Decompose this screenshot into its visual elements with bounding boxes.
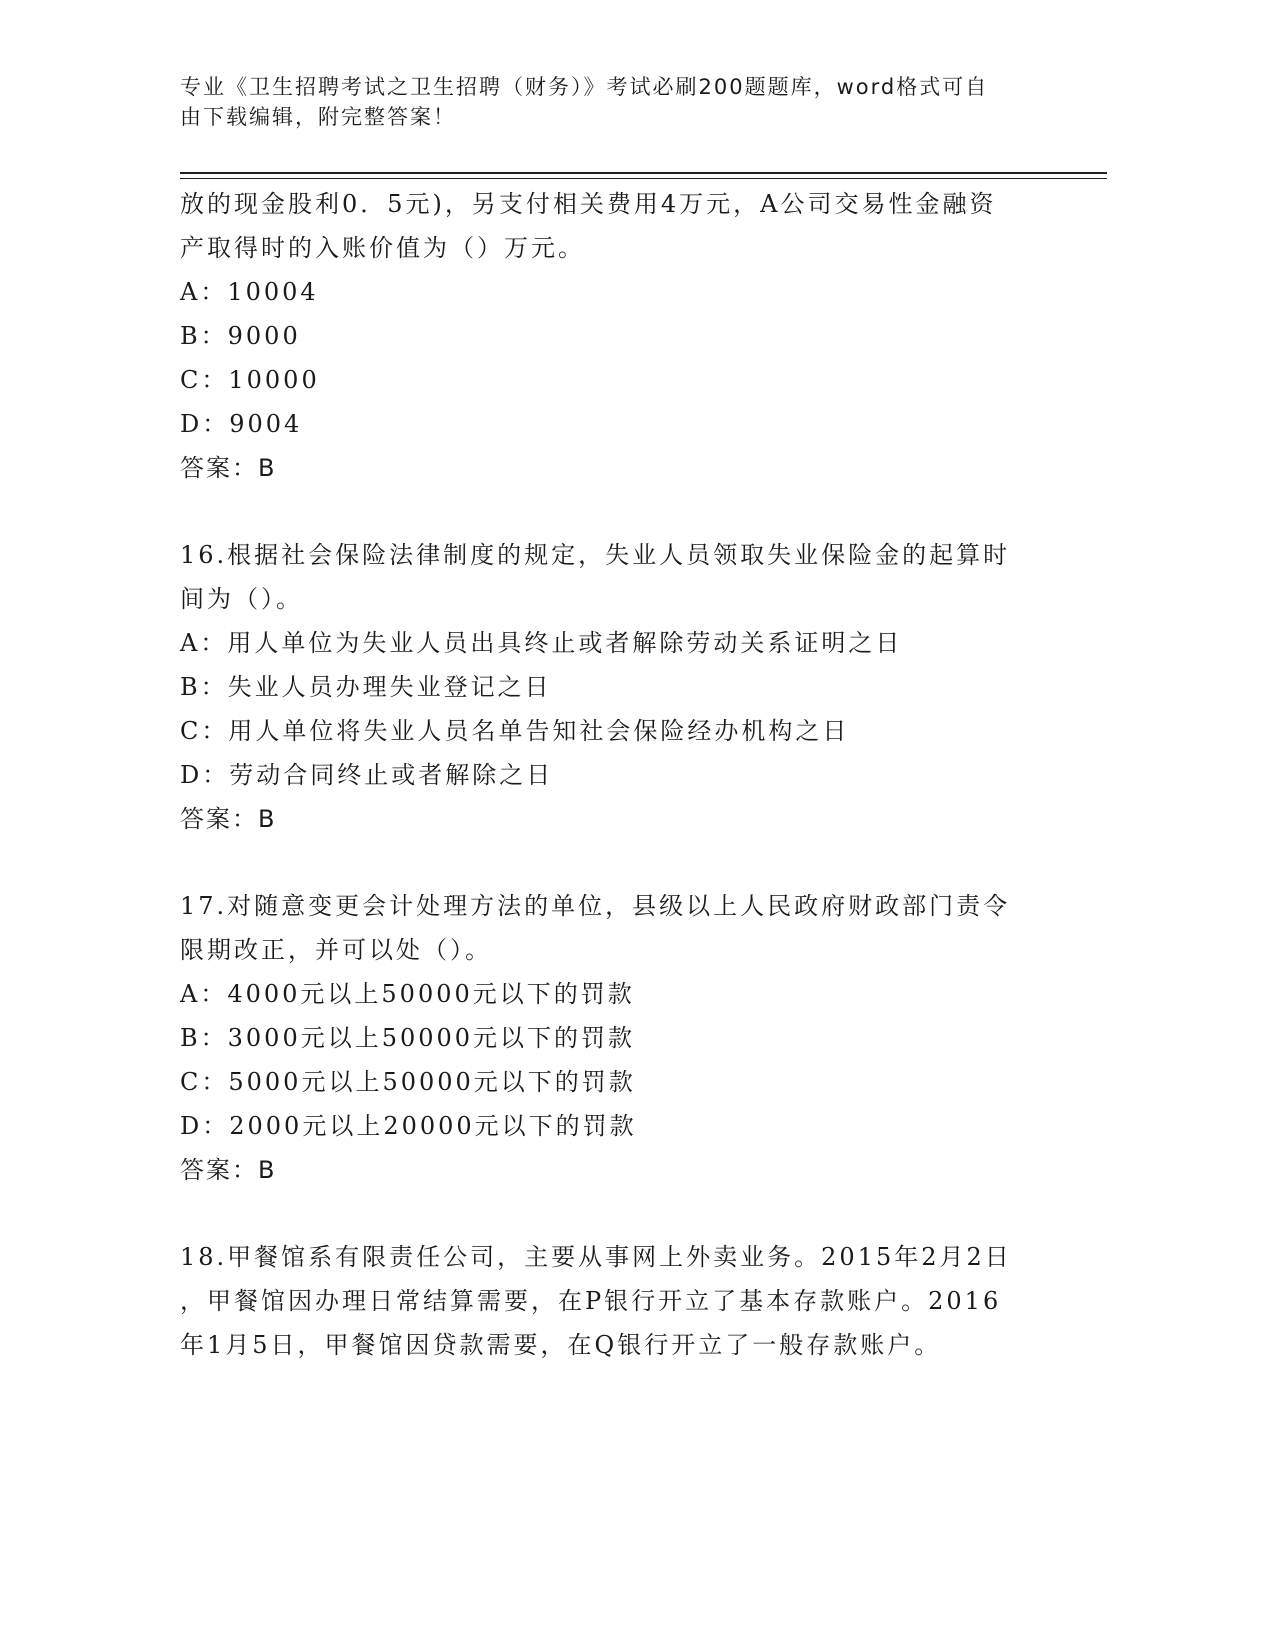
question-stem-line: 间为（）。 — [180, 585, 303, 613]
option-a: A：4000元以上50000元以下的罚款 — [180, 980, 635, 1008]
option-d: D：9004 — [180, 410, 303, 438]
question-stem-line: 产取得时的入账价值为（）万元。 — [180, 234, 585, 262]
option-b: B：失业人员办理失业登记之日 — [180, 673, 552, 701]
header-line-2: 由下载编辑，附完整答案！ — [180, 105, 456, 129]
question-18 — [180, 1235, 1060, 1367]
option-a: A：用人单位为失业人员出具终止或者解除劳动关系证明之日 — [180, 629, 903, 657]
question-stem-line: 16.根据社会保险法律制度的规定，失业人员领取失业保险金的起算时 — [180, 541, 1011, 569]
question-stem-line: 年1月5日，甲餐馆因贷款需要，在Q银行开立了一般存款账户。 — [180, 1331, 942, 1359]
document-body — [180, 182, 1060, 1367]
document-header — [180, 72, 1040, 132]
option-b: B：3000元以上50000元以下的罚款 — [180, 1024, 636, 1052]
answer-line: 答案：B — [180, 1156, 277, 1184]
header-divider-thick — [180, 172, 1107, 174]
option-a: A：10004 — [180, 278, 319, 306]
header-line-1: 专业《卫生招聘考试之卫生招聘（财务）》考试必刷200题题库，word格式可自 — [180, 75, 989, 99]
option-d: D：劳动合同终止或者解除之日 — [180, 761, 554, 789]
answer-line: 答案：B — [180, 805, 277, 833]
question-15 — [180, 182, 1060, 490]
option-c: C：用人单位将失业人员名单告知社会保险经办机构之日 — [180, 717, 850, 745]
question-16 — [180, 533, 1060, 841]
option-b: B：9000 — [180, 322, 301, 350]
answer-line: 答案：B — [180, 454, 277, 482]
option-c: C：5000元以上50000元以下的罚款 — [180, 1068, 636, 1096]
question-17 — [180, 884, 1060, 1192]
question-stem-line: 放的现金股利0．5元)，另支付相关费用4万元，A公司交易性金融资 — [180, 190, 997, 218]
question-stem-line: 限期改正，并可以处（）。 — [180, 936, 492, 964]
header-divider-thin — [180, 178, 1107, 179]
option-d: D：2000元以上20000元以下的罚款 — [180, 1112, 637, 1140]
option-c: C：10000 — [180, 366, 320, 394]
question-stem-line: 18.甲餐馆系有限责任公司，主要从事网上外卖业务。2015年2月2日 — [180, 1243, 1012, 1271]
question-stem-line: ，甲餐馆因办理日常结算需要，在P银行开立了基本存款账户。2016 — [180, 1287, 1002, 1315]
spacer — [180, 841, 1060, 884]
spacer — [180, 490, 1060, 533]
question-stem-line: 17.对随意变更会计处理方法的单位，县级以上人民政府财政部门责令 — [180, 892, 1011, 920]
spacer — [180, 1192, 1060, 1235]
